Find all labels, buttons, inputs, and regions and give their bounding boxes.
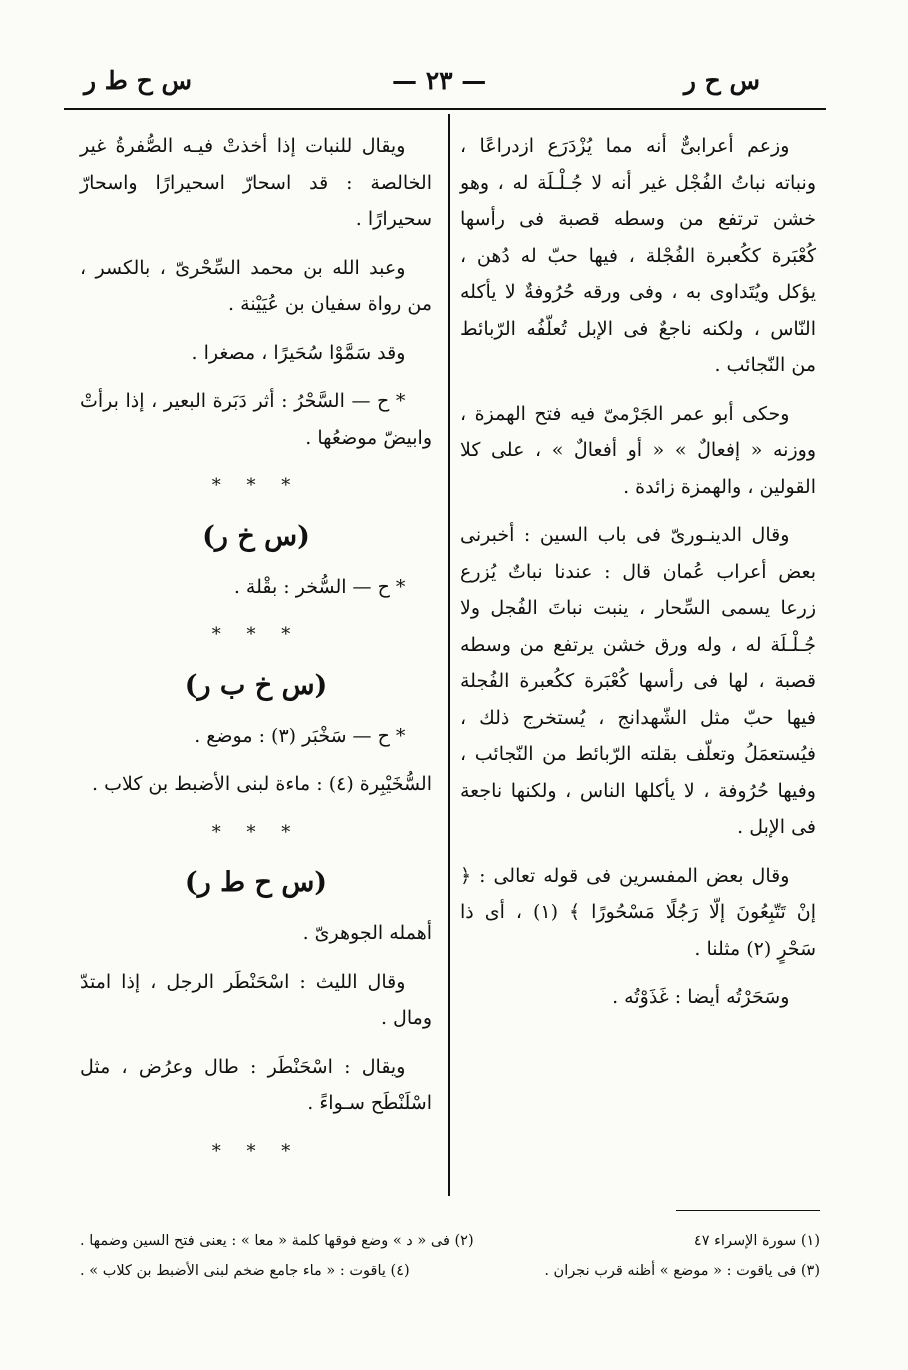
left-column	[80, 128, 432, 1176]
page-number: — ٢٣ —	[392, 66, 487, 95]
paragraph: * ح — السُّخر : بقْلة .	[233, 575, 406, 598]
paragraph: ويقال للنبات إذا أخذتْ فيـه الصُّفرةُ غير الخالصة : قد اسحارّ اسحيرارًا واسحارّ سحيرارًا .	[80, 135, 432, 230]
paragraph: ويقال : اسْحَنْطَر : طال وعرُض ، مثل اسْلَنْطَح سـواءً .	[80, 1055, 432, 1114]
footnote: (١) سورة الإسراء ٤٧	[693, 1233, 820, 1249]
footnote: (٤) ياقوت : « ماء جامع ضخم لبنى الأضبط بن كلاب » .	[80, 1263, 410, 1279]
section-separator: * * *	[211, 475, 301, 496]
footnote: (٣) فى ياقوت : « موضع » أظنه قرب نجران .	[544, 1263, 820, 1279]
paragraph: وعبد الله بن محمد السِّحْرىّ ، بالكسر ، من رواة سفيان بن عُيَيْنة .	[80, 256, 432, 315]
root-heading: (س خ ب ر)	[184, 669, 328, 701]
footnote-rule	[676, 1210, 820, 1211]
column-divider	[448, 114, 450, 1196]
paragraph: وزعم أعرابىٌّ أنه مما يُزْدَرَع ازدراعًا ، ونباته نباتُ الفُجْل غير أنه لا جُـلْـلَة له ، وهو خشن ترتفع من وسطه قصبة فى رأسها كُعْبَرة ككُعبرة الفُجْلة ، فيها حبّ له دُهن ، يؤكل ويُتَداوى به ، وفى ورقه حُرُوفةٌ لا يأكله النّاس ، ولكنه ناجعٌ فى الإبل تُعلّفُه الرّبائط من النّجائب .	[460, 135, 816, 376]
paragraph: وقد سَمَّوْا سُحَيرًا ، مصغرا .	[191, 341, 406, 364]
header-root-left: س ح ط ر	[84, 66, 192, 95]
paragraph: وسَحَرْتُه أيضا : غَذَوْتُه .	[612, 986, 790, 1008]
paragraph: أهمله الجوهرىّ .	[302, 922, 432, 944]
paragraph: * ح — السَّحْرُ : أثر دَبَرة البعير ، إذا برأتْ وابيضّ موضعُها .	[80, 390, 432, 449]
paragraph: وقال الليث : اسْحَنْطَر الرجل ، إذا امتدّ ومال .	[80, 970, 432, 1029]
paragraph: وقال الدينـورىّ فى باب السين : أخبرنى بعض أعراب عُمان قال : عندنا نباتٌ يُزرع زرعا يسمى السِّحار ، ينبت نباتَ الفُجل ولا جُـلْـلَة له ، وله ورق خشن يرتفع من وسطه قصبة ، لها فى رأسها كُعْبَرة ككُعبرة الفُجلة فيها حبّ مثل الشّهدانج ، يُستخرج ذلك ، فيُستعمَلُ وتعلّف بقلته الرّبائط من النّجائب ، وفيها حُرُوفة ، لا يأكلها الناس ، ولكنها ناجعة فى الإبل .	[460, 524, 816, 838]
footnote-row	[80, 1226, 820, 1256]
header-root-right: س ح ر	[683, 66, 760, 95]
root-heading: (س خ ر)	[202, 520, 310, 552]
right-column	[460, 128, 816, 1028]
paragraph: السُّخَيْبِرة (٤) : ماءة لبنى الأضبط بن كلاب .	[92, 773, 432, 795]
paragraph: * ح — سَخْبَر (٣) : موضع .	[194, 724, 406, 747]
section-separator: * * *	[211, 624, 301, 645]
paragraph: وقال بعض المفسرين فى قوله تعالى : ﴿ إنْ تَتّبِعُونَ إلّا رَجُلًا مَسْحُورًا ﴾ (١) ، أى ذا سَحْرٍ (٢) مثلنا .	[460, 864, 816, 960]
footnote: (٢) فى « د » وضع فوقها كلمة « معا » : يعنى فتح السين وضمها .	[80, 1233, 474, 1249]
paragraph: وحكى أبو عمر الجَرْمىّ فيه فتح الهمزة ، ووزنه « إفعالٌ » « أو أفعالٌ » ، على كلا القولين ، والهمزة زائدة .	[460, 402, 816, 498]
running-header	[0, 66, 908, 108]
root-heading: (س ح ط ر)	[184, 867, 328, 898]
footnote-row	[80, 1256, 820, 1286]
section-separator: * * *	[211, 821, 301, 843]
header-rule	[64, 108, 826, 110]
section-separator: * * *	[211, 1140, 301, 1162]
footnotes	[80, 1226, 820, 1286]
